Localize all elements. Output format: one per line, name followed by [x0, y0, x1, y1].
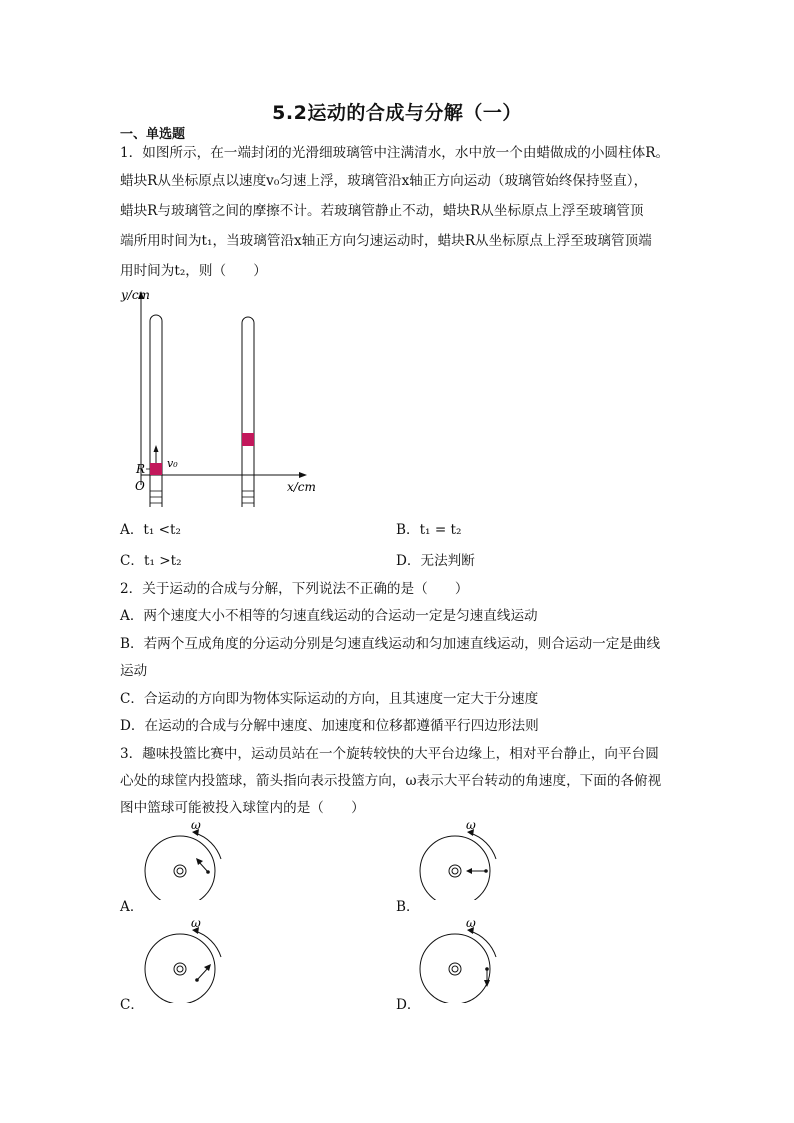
omega-label-a: ω: [191, 818, 201, 832]
glass-tube-left: [150, 315, 162, 507]
q3-option-d[interactable]: D．: [396, 997, 421, 1013]
wax-block-initial: [150, 463, 162, 475]
page-title: 5.2运动的合成与分解（一）: [272, 102, 522, 124]
throw-arrow-d: [484, 980, 490, 987]
throw-arrow-b: [466, 868, 472, 874]
velocity-label: v₀: [167, 457, 178, 470]
section-heading: 一、单选题: [120, 127, 186, 142]
omega-label-c: ω: [191, 916, 201, 930]
q2-option-c[interactable]: C．合运动的方向即为物体实际运动的方向，且其速度一定大于分速度: [120, 691, 539, 707]
q1-line-3: 蜡块R与玻璃管之间的摩擦不计。若玻璃管静止不动，蜡块R从坐标原点上浮至玻璃管顶: [120, 203, 644, 219]
q1-line-4: 端所用时间为t₁，当玻璃管沿x轴正方向匀速运动时，蜡块R从坐标原点上浮至玻璃管顶端: [120, 233, 652, 249]
q2-option-b[interactable]: B．若两个互成角度的分运动分别是匀速直线运动和匀加速直线运动，则合运动一定是曲线: [120, 636, 661, 652]
q3-option-c[interactable]: C．: [120, 997, 144, 1013]
q3-line-2: 心处的球筐内投篮球，箭头指向表示投篮方向，ω表示大平台转动的角速度，下面的各俯视: [120, 773, 662, 789]
omega-label-b: ω: [466, 818, 476, 832]
q2-option-a[interactable]: A．两个速度大小不相等的匀速直线运动的合运动一定是匀速直线运动: [120, 608, 538, 624]
q1-option-b[interactable]: B．t₁ = t₂: [396, 522, 462, 538]
q3-figure-a: [135, 815, 240, 900]
q3-line-3: 图中篮球可能被投入球筐内的是（ ）: [120, 800, 365, 816]
q2-option-b-cont: 运动: [120, 663, 148, 679]
q3-line-1: 3．趣味投篮比赛中，运动员站在一个旋转较快的大平台边缘上，相对平台静止，向平台圆: [120, 746, 659, 762]
q1-option-d[interactable]: D．无法判断: [396, 553, 475, 569]
q3-figure-d: [410, 913, 515, 1003]
q3-option-b[interactable]: B．: [396, 899, 420, 915]
glass-tube-right: [242, 317, 254, 507]
y-axis-label: y/cm: [121, 288, 150, 302]
q1-line-5: 用时间为t₂，则（ ）: [120, 263, 267, 279]
q2-stem: 2．关于运动的合成与分解，下列说法不正确的是（ ）: [120, 581, 469, 597]
x-axis-label: x/cm: [287, 480, 316, 494]
q3-figure-b: [410, 815, 515, 900]
q1-option-a[interactable]: A．t₁ <t₂: [120, 522, 181, 538]
q3-figure-c: [135, 913, 240, 1003]
origin-label: O: [135, 479, 145, 493]
q3-option-a[interactable]: A．: [120, 899, 144, 915]
q1-line-2: 蜡块R从坐标原点以速度v₀匀速上浮，玻璃管沿x轴正方向运动（玻璃管始终保持竖直），: [120, 173, 648, 189]
throw-arrow-a: [196, 858, 203, 865]
omega-label-d: ω: [466, 916, 476, 930]
block-label: R: [136, 462, 146, 476]
q1-option-c[interactable]: C．t₁ >t₂: [120, 553, 182, 569]
throw-arrow-c: [204, 964, 211, 971]
wax-block-moved: [242, 433, 254, 446]
q1-figure: [115, 285, 325, 510]
q1-line-1: 1．如图所示，在一端封闭的光滑细玻璃管中注满清水，水中放一个由蜡做成的小圆柱体R。: [120, 145, 670, 161]
q2-option-d[interactable]: D．在运动的合成与分解中速度、加速度和位移都遵循平行四边形法则: [120, 718, 539, 734]
